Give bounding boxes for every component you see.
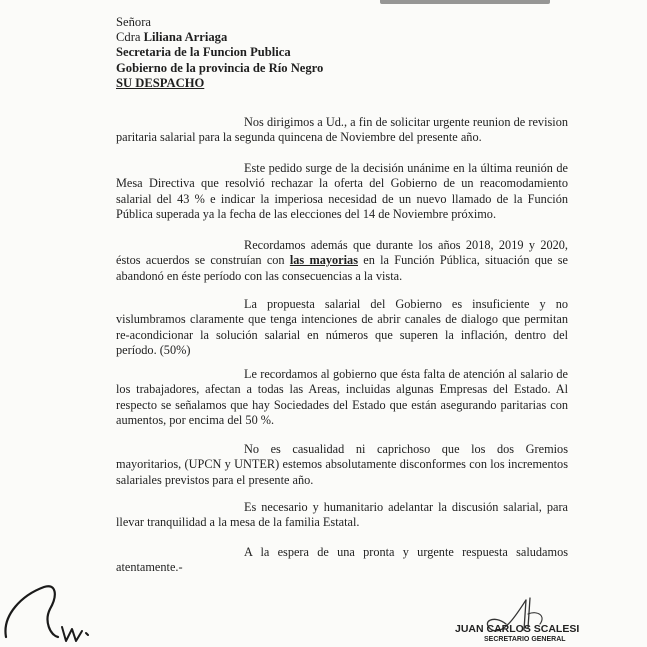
scan-artifact bbox=[380, 0, 550, 4]
emphasis-mayorias: las mayorias bbox=[289, 253, 358, 268]
paragraph-6: No es casualidad ni caprichoso que los dos Gremios mayoritarios, (UPCN y UNTER) estemos absolutamente disconformes con los incrementos salariales previstos para el presente año. bbox=[116, 442, 568, 487]
recipient-name-line bbox=[116, 30, 323, 45]
handwritten-signature-left bbox=[0, 575, 120, 647]
signatory-name: JUAN CARLOS SCALESI bbox=[455, 623, 580, 635]
recipient-government: Gobierno de la provincia de Río Negro bbox=[116, 60, 324, 75]
paragraph-4: La propuesta salarial del Gobierno es insuficiente y no vislumbramos claramente que tenga intenciones de abrir canales de dialogo que permitan re-acondicionar la solución salarial en números que superen la inflación, dentro del período. (50%) bbox=[116, 297, 568, 357]
paragraph-3: Recordamos además que durante los años 2018, 2019 y 2020, éstos acuerdos se construían con las mayorias en la Función Pública, situación que se abandonó en éste período con las consecuencias a la vista. bbox=[116, 238, 568, 283]
paragraph-1: Nos dirigimos a Ud., a fin de solicitar urgente reunion de revision paritaria salarial para la segunda quincena de Noviembre del presente año. bbox=[116, 115, 568, 145]
addressee-block bbox=[116, 15, 323, 91]
recipient-prefix: Cdra bbox=[116, 30, 144, 45]
recipient-despacho: SU DESPACHO bbox=[116, 75, 205, 90]
signatory-title: SECRETARIO GENERAL bbox=[484, 636, 566, 643]
paragraph-5: Le recordamos al gobierno que ésta falta de atención al salario de los trabajadores, afectan a todas las Areas, incluidas algunas Empresas del Estado. Al respecto se señalamos que hay Sociedades del Estado que están asegurando paritarias con aumentos, por encima del 50 %. bbox=[116, 367, 568, 427]
recipient-name: Liliana Arriaga bbox=[143, 30, 228, 45]
salutation: Señora bbox=[116, 15, 151, 29]
paragraph-8: A la espera de una pronta y urgente respuesta saludamos atentamente.- bbox=[116, 545, 568, 575]
paragraph-7: Es necesario y humanitario adelantar la discusión salarial, para llevar tranquilidad a la mesa de la familia Estatal. bbox=[116, 500, 568, 530]
recipient-office: Secretaria de la Funcion Publica bbox=[116, 45, 291, 60]
paragraph-2: Este pedido surge de la decisión unánime en la última reunión de Mesa Directiva que resolvió rechazar la oferta del Gobierno de un reacomodamiento salarial del 43 % e indicar la imperiosa necesidad de un nuevo llamado de la Función Pública superada ya la fecha de las elecciones del 14 de Noviembre próximo. bbox=[116, 161, 568, 221]
